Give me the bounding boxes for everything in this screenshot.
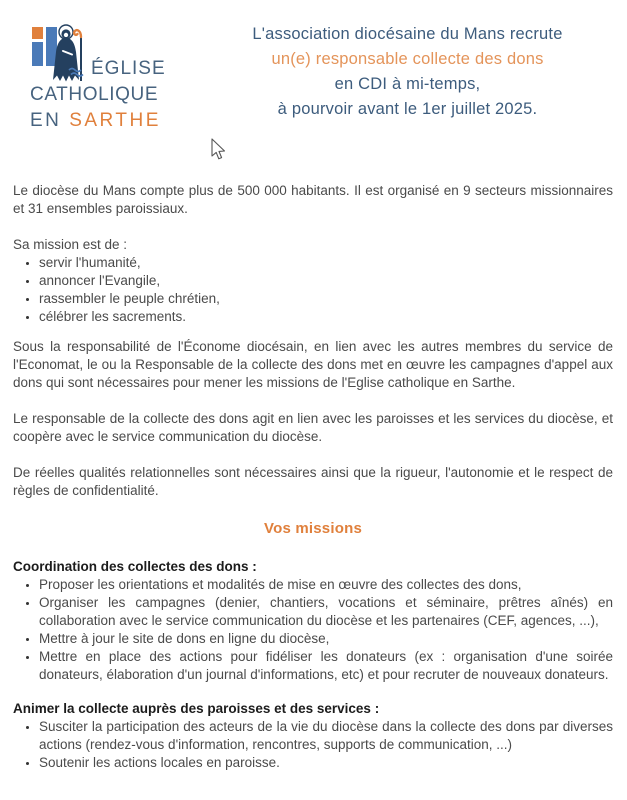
diocese-logo [30, 20, 200, 132]
section-heading-animation: Animer la collecte auprès des paroisses et des services : [13, 701, 380, 716]
paragraph-responsibility: Sous la responsabilité de l'Économe diocésain, en lien avec les autres membres du service de l'Economat, le ou la Responsable de la collecte des dons met en œuvre les campagnes d'appel aux dons qui sont nécessaires pour mener les missions de l'Eglise catholique en Sarthe. [13, 339, 613, 390]
list-item: • célébrer les sacrements. [39, 308, 613, 326]
headline-line-4: à pourvoir avant le 1er juillet 2025. [277, 100, 538, 118]
mission-list [13, 254, 613, 326]
headline-line-3: en CDI à mi-temps, [334, 75, 481, 93]
headline-line-2: un(e) responsable collecte des dons [271, 50, 544, 68]
coordination-list [13, 576, 613, 684]
list-item: • Mettre en place des actions pour fidéliser les donateurs (ex : organisation d'une soirée donateurs, élaboration d'un journal d'informations, etc) et pour recruter de nouveaux donateurs. [39, 648, 613, 684]
section-heading-coordination: Coordination des collectes des dons : [13, 559, 257, 574]
missions-title: Vos missions [264, 520, 362, 537]
paragraph-cooperation: Le responsable de la collecte des dons agit en lien avec les paroisses et les services du diocèse, et coopère avec le service communication du diocèse. [13, 411, 613, 444]
mouse-cursor-icon [210, 138, 227, 161]
headline-line-1: L'association diocésaine du Mans recrute [252, 25, 563, 43]
job-description [0, 182, 627, 772]
list-item: • Organiser les campagnes (denier, chantiers, vocations et séminaire, prêtres aînés) en collaboration avec le service communication du diocèse et les partenaires (CEF, agences, ...), [39, 594, 613, 630]
page-header [0, 0, 627, 132]
list-item: • Mettre à jour le site de dons en ligne du diocèse, [39, 630, 613, 648]
logo-text-en-sarthe [30, 110, 200, 132]
list-item: • rassembler le peuple chrétien, [39, 290, 613, 308]
recruitment-headline [200, 20, 627, 132]
list-item: • annoncer l'Evangile, [39, 272, 613, 290]
paragraph-diocese-intro: Le diocèse du Mans compte plus de 500 000 habitants. Il est organisé en 9 secteurs missionnaires et 31 ensembles paroissiaux. [13, 183, 613, 216]
mission-list-label: Sa mission est de : [13, 237, 128, 252]
list-item: • servir l'humanité, [39, 254, 613, 272]
list-item: • Proposer les orientations et modalités de mise en œuvre des collectes des dons, [39, 576, 613, 594]
saint-with-crosier-and-bars-icon [32, 24, 90, 90]
list-item: • Susciter la participation des acteurs de la vie du diocèse dans la collecte des dons par diverses actions (rendez-vous d'information, rencontres, supports de communication, ...) [39, 718, 613, 754]
paragraph-qualities: De réelles qualités relationnelles sont nécessaires ainsi que la rigueur, l'autonomie et le respect de règles de confidentialité. [13, 465, 613, 498]
mission-section-coordination [13, 558, 613, 684]
logo-text-catholique: CATHOLIQUE [30, 84, 159, 105]
animation-list [13, 718, 613, 772]
logo-text-sarthe: SARTHE [69, 110, 161, 131]
list-item: • Soutenir les actions locales en paroisse. [39, 754, 613, 772]
logo-text-eglise: ÉGLISE [91, 58, 166, 79]
logo-text-en: EN [30, 110, 62, 131]
mission-section-animation [13, 700, 613, 772]
